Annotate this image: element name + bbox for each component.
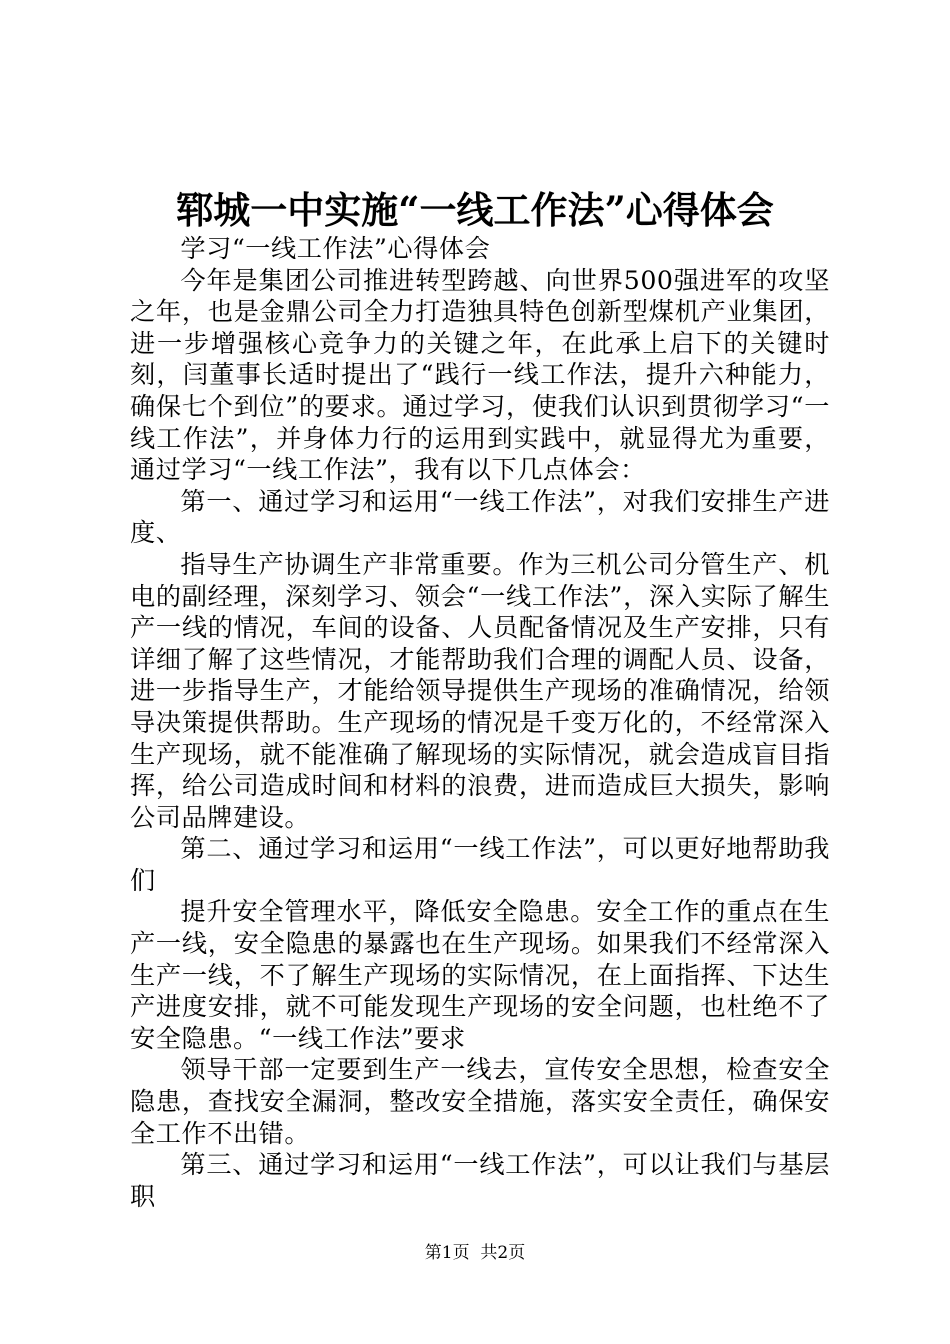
document-title: 郓城一中实施“一线工作法”心得体会 bbox=[176, 188, 774, 232]
paragraph: 今年是集团公司推进转型跨越、向世界500强进军的攻坚之年，也是金鼎公司全力打造独具特色创新型煤机产业集团，进一步增强核心竞争力的关键之年，在此承上启下的关键时刻，闫董事长适时提出了“践行一线工作法，提升六种能力，确保七个到位”的要求。通过学习，使我们认识到贯彻学习“一线工作法”，并身体力行的运用到实践中，就显得尤为重要，通过学习“一线工作法”，我有以下几点体会： bbox=[130, 265, 830, 485]
page-footer bbox=[0, 1242, 950, 1264]
page-number: 第1页 共2页 bbox=[424, 1243, 526, 1263]
paragraph: 学习“一线工作法”心得体会 bbox=[180, 234, 491, 263]
paragraph: 指导生产协调生产非常重要。作为三机公司分管生产、机电的副经理，深刻学习、领会“一线工作法”，深入实际了解生产一线的情况，车间的设备、人员配备情况及生产安排，只有详细了解了这些情况，才能帮助我们合理的调配人员、设备，进一步指导生产，才能给领导提供生产现场的准确情况，给领导决策提供帮助。生产现场的情况是千变万化的，不经常深入生产现场，就不能准确了解现场的实际情况，就会造成盲目指挥，给公司造成时间和材料的浪费，进而造成巨大损失，影响公司品牌建设。 bbox=[130, 549, 830, 832]
paragraph: 第三、通过学习和运用“一线工作法”，可以让我们与基层职 bbox=[130, 1150, 830, 1211]
document-body bbox=[130, 233, 830, 1212]
paragraph: 提升安全管理水平，降低安全隐患。安全工作的重点在生产一线，安全隐患的暴露也在生产现场。如果我们不经常深入生产一线，不了解生产现场的实际情况，在上面指挥、下达生产进度安排，就不可能发现生产现场的安全问题，也杜绝不了安全隐患。“一线工作法”要求 bbox=[130, 897, 830, 1053]
paragraph: 领导干部一定要到生产一线去，宣传安全思想，检查安全隐患，查找安全漏洞，整改安全措施，落实安全责任，确保安全工作不出错。 bbox=[130, 1055, 830, 1148]
paragraph: 第一、通过学习和运用“一线工作法”，对我们安排生产进度、 bbox=[130, 486, 830, 548]
paragraph: 第二、通过学习和运用“一线工作法”，可以更好地帮助我们 bbox=[130, 834, 830, 895]
